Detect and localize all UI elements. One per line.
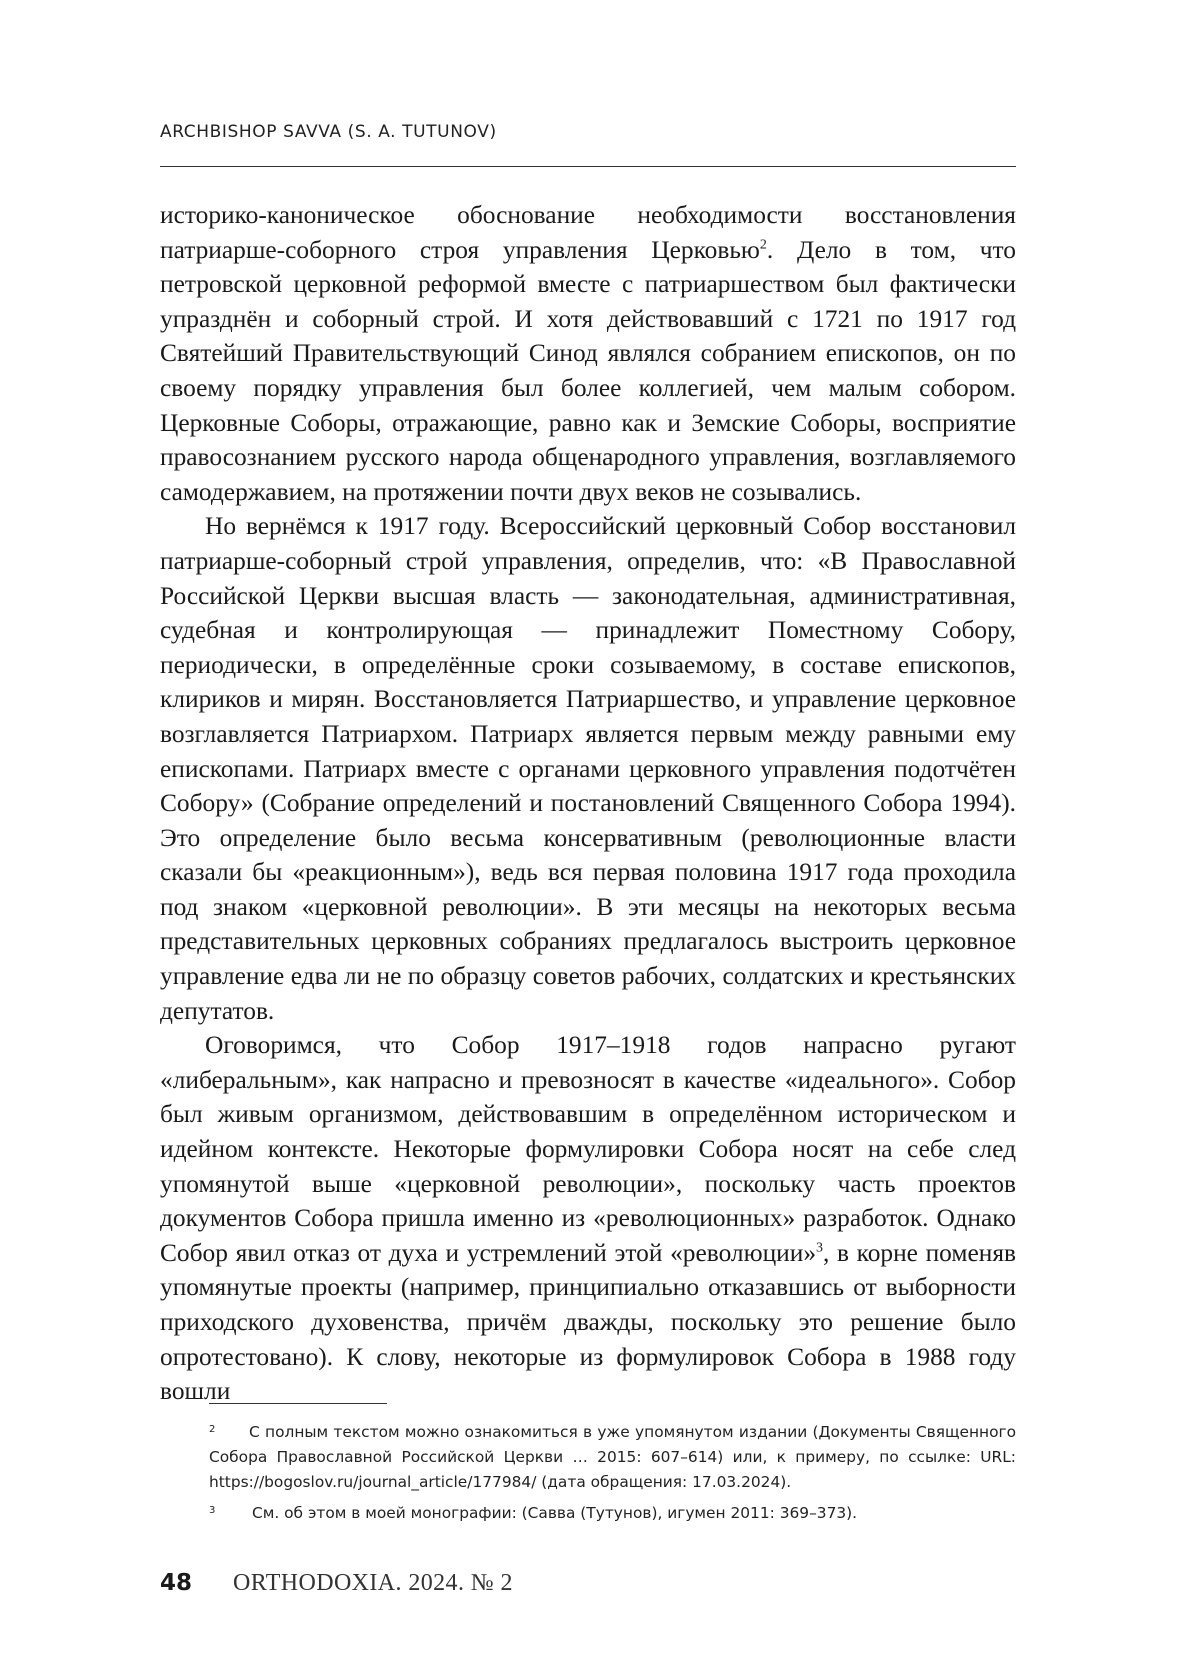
- footnote-3: [209, 1501, 1016, 1526]
- footnote-number: 3: [209, 1505, 216, 1516]
- running-head: ARCHBISHOP SAVVA (S. A. TUTUNOV): [160, 122, 497, 142]
- page-number: 48: [160, 1570, 193, 1596]
- paragraph-3: [160, 1028, 1016, 1409]
- paragraph-1-text-b: . Дело в том, что петровской церковной реформой вместе с патриаршеством был фактически упразднён и соборный строй. И хотя действовавший с 1721 по 1917 год Святейший Правительствующий Синод являлся собранием епископов, он по своему порядку управления был более коллегией, чем малым собором. Церковные Соборы, отражающие, равно как и Земские Соборы, восприятие правосознанием русского народа общенародного управления, возглавляемого самодержавием, на протяжении почти двух веков не созывались.: [160, 235, 1016, 506]
- header-rule: [160, 166, 1016, 167]
- footnote-ref-2[interactable]: 2: [759, 237, 767, 253]
- paragraph-3-text-a: Оговоримся, что Собор 1917–1918 годов напрасно ругают «либеральным», как напрасно и превозносят в качестве «идеального». Собор был живым организмом, действовавшим в определённом историческом и идейном контексте. Некоторые формулировки Собора носят на себе след упомянутой выше «церковной революции», поскольку часть проектов документов Собора пришла именно из «революционных» разработок. Однако Собор явил отказ от духа и устремлений этой «революции»: [160, 1031, 1016, 1267]
- paragraph-2: Но вернёмся к 1917 году. Всероссийский церковный Собор восстановил патриарше-соборный строй управления, определив, что: «В Православной Российской Церкви высшая власть — законодательная, административная, судебная и контролирующая — принадлежит Поместному Собору, периодически, в определённые сроки созываемому, в составе епископов, клириков и мирян. Восстановляется Патриаршество, и управление церковное возглавляется Патриархом. Патриарх является первым между равными ему епископами. Патриарх вместе с органами церковного управления подотчётен Собору» (Собрание определений и постановлений Священного Собора 1994). Это определение было весьма консервативным (революционные власти сказали бы «реакционным»), ведь вся первая половина 1917 года проходила под знаком «церковной революции». В эти месяцы на некоторых весьма представительных церковных собраниях предлагалось выстроить церковное управление едва ли не по образцу советов рабочих, солдатских и крестьянских депутатов.: [160, 512, 1016, 1025]
- footnote-text: См. об этом в моей монографии: (Савва (Тутунов), игумен 2011: 369–373).: [252, 1504, 858, 1522]
- main-text: [160, 198, 1016, 1409]
- journal-title: ORTHODOXIA. 2024. № 2: [233, 1570, 513, 1596]
- paragraph-1-text-a: историко-каноническое обоснование необходимости восстановления патриарше-соборного строя управления Церковью: [160, 201, 1016, 264]
- paragraph-1: [160, 198, 1016, 509]
- paragraph-3-text-b: , в корне поменяв упомянутые проекты (например, принципиально отказавшись от выборности приходского духовенства, причём дважды, поскольку это решение было опротестовано). К слову, некоторые из формулировок Собора в 1988 году вошли: [160, 1238, 1016, 1406]
- footnote-text: С полным текстом можно ознакомиться в уже упомянутом издании (Документы Священного Собора Православной Российской Церкви … 2015: 607–614) или, к примеру, по ссылке: URL: https://bogoslov.ru/journal_article/177984/ (дата обращения: 17.03.2024).: [209, 1423, 1016, 1491]
- footnotes: [209, 1420, 1016, 1532]
- footnote-2: [209, 1420, 1016, 1495]
- footnote-ref-3[interactable]: 3: [816, 1240, 824, 1256]
- footnote-rule: [209, 1403, 387, 1404]
- footnote-number: 2: [209, 1424, 216, 1435]
